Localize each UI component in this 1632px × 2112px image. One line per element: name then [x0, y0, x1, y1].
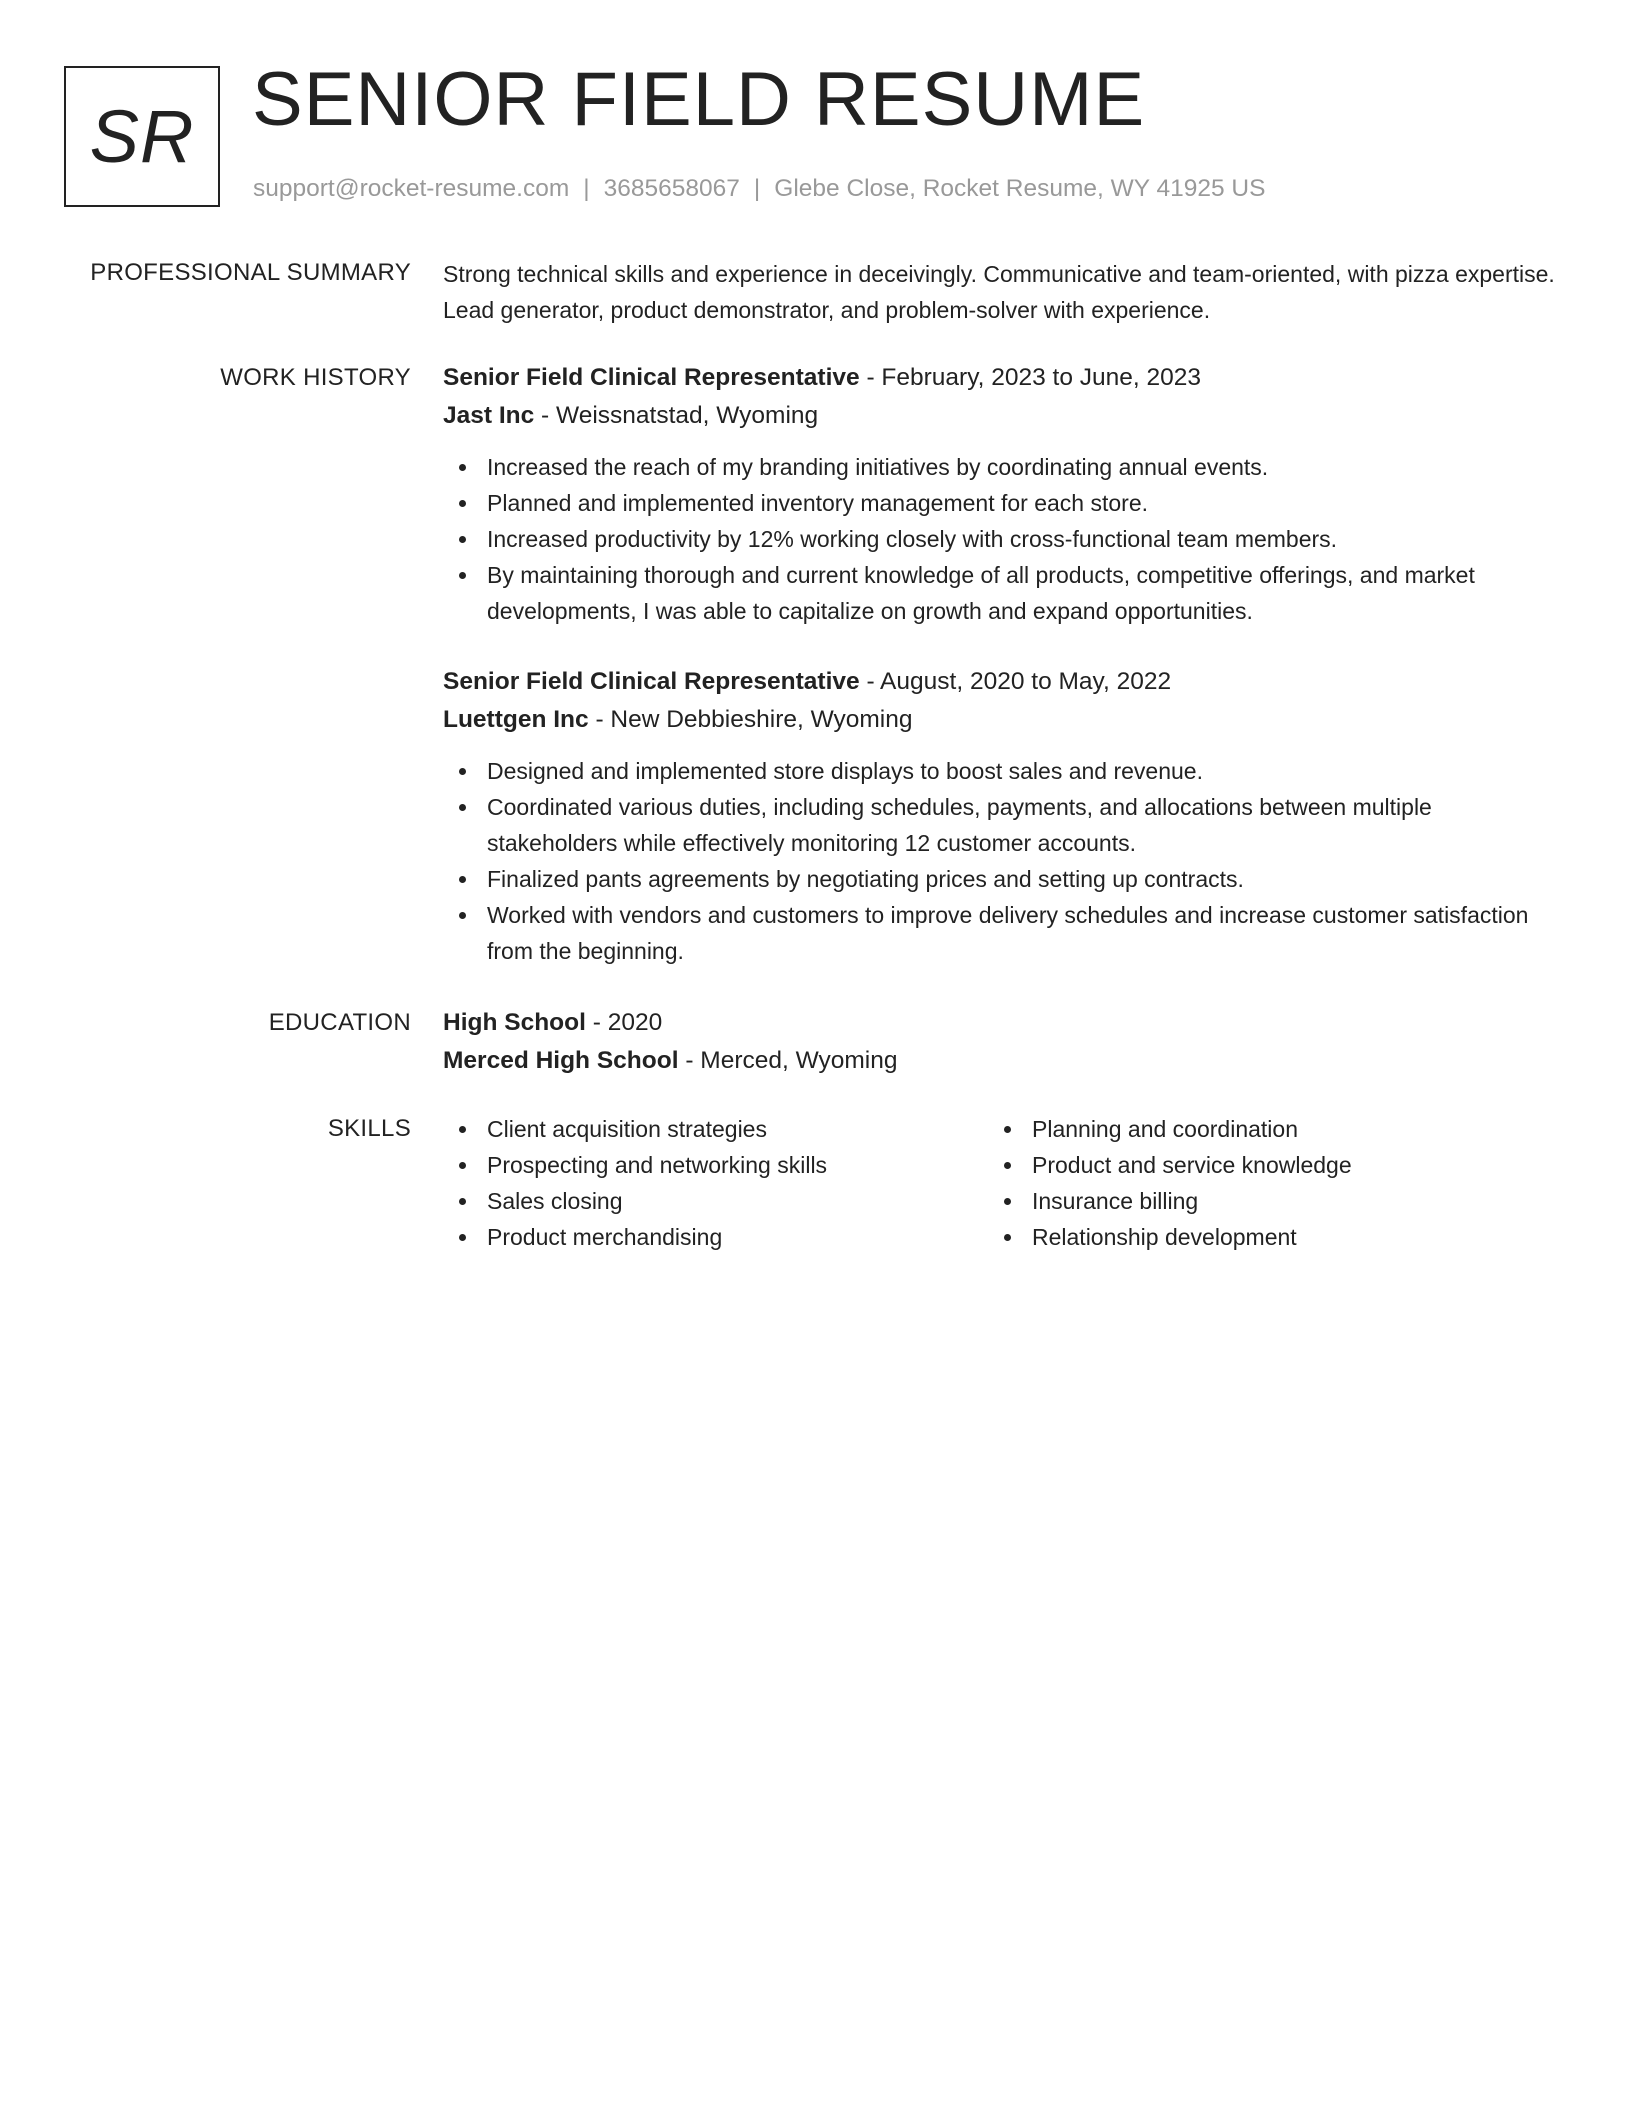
job-dates: - February, 2023 to June, 2023 [859, 364, 1202, 391]
skills-heading: SKILLS [327, 1115, 411, 1142]
job-location: - Weissnatstad, Wyoming [534, 402, 819, 429]
job-company: Luettgen Inc [443, 706, 589, 733]
education-year: - 2020 [585, 1009, 663, 1036]
job-dates: - August, 2020 to May, 2022 [859, 668, 1172, 695]
skill-item: Relationship development [988, 1219, 1533, 1255]
skills-list-left [443, 1111, 988, 1255]
job-duty: Increased the reach of my branding initiatives by coordinating annual events. [443, 449, 1558, 485]
contact-phone: 3685658067 [603, 175, 740, 202]
job-company: Jast Inc [443, 402, 535, 429]
job-entry [443, 359, 1558, 629]
education-degree: High School [443, 1009, 586, 1036]
job-company-line [443, 701, 1558, 739]
job-entry [443, 663, 1558, 969]
contact-address: Glebe Close, Rocket Resume, WY 41925 US [774, 175, 1266, 202]
skill-item: Product merchandising [443, 1219, 988, 1255]
monogram-box [64, 66, 220, 207]
job-duty: Worked with vendors and customers to improve delivery schedules and increase customer satisfaction from the beginning. [443, 897, 1558, 969]
job-duty: Increased productivity by 12% working closely with cross-functional team members. [443, 521, 1558, 557]
summary-heading: PROFESSIONAL SUMMARY [90, 259, 411, 286]
job-duty: Planned and implemented inventory management for each store. [443, 485, 1558, 521]
summary-section [443, 256, 1558, 328]
job-duty: Finalized pants agreements by negotiating prices and setting up contracts. [443, 861, 1558, 897]
contact-line [253, 173, 1265, 205]
job-title-line [443, 359, 1558, 397]
education-location: - Merced, Wyoming [678, 1047, 898, 1074]
job-title: Senior Field Clinical Representative [443, 364, 860, 391]
job-duties-list [443, 753, 1558, 969]
education-school: Merced High School [443, 1047, 679, 1074]
education-section [443, 1004, 1558, 1080]
skill-item: Product and service knowledge [988, 1147, 1533, 1183]
skills-list-right [988, 1111, 1533, 1255]
skills-section [443, 1111, 1558, 1255]
job-company-line [443, 397, 1558, 435]
skill-item: Prospecting and networking skills [443, 1147, 988, 1183]
job-duty: By maintaining thorough and current knowledge of all products, competitive offerings, and market developments, I was able to capitalize on growth and expand opportunities. [443, 557, 1558, 629]
skill-item: Insurance billing [988, 1183, 1533, 1219]
education-school-line [443, 1042, 1558, 1080]
skill-item: Sales closing [443, 1183, 988, 1219]
job-duty: Designed and implemented store displays to boost sales and revenue. [443, 753, 1558, 789]
contact-separator: | [583, 175, 590, 202]
job-title-line [443, 663, 1558, 701]
job-title: Senior Field Clinical Representative [443, 668, 860, 695]
monogram-initials: SR [89, 94, 195, 178]
skill-item: Client acquisition strategies [443, 1111, 988, 1147]
education-degree-line [443, 1004, 1558, 1042]
contact-email: support@rocket-resume.com [253, 175, 570, 202]
job-duty: Coordinated various duties, including schedules, payments, and allocations between multiple stakeholders while effectively monitoring 12 customer accounts. [443, 789, 1558, 861]
skill-item: Planning and coordination [988, 1111, 1533, 1147]
resume-name: SENIOR FIELD RESUME [252, 57, 1146, 142]
work-history-heading: WORK HISTORY [220, 364, 411, 391]
education-heading: EDUCATION [268, 1009, 411, 1036]
job-location: - New Debbieshire, Wyoming [588, 706, 913, 733]
summary-text: Strong technical skills and experience in deceivingly. Communicative and team-oriented, with pizza expertise. Lead generator, product demonstrator, and problem-solver with experience. [443, 261, 1555, 323]
job-duties-list [443, 449, 1558, 629]
contact-separator: | [753, 175, 761, 202]
